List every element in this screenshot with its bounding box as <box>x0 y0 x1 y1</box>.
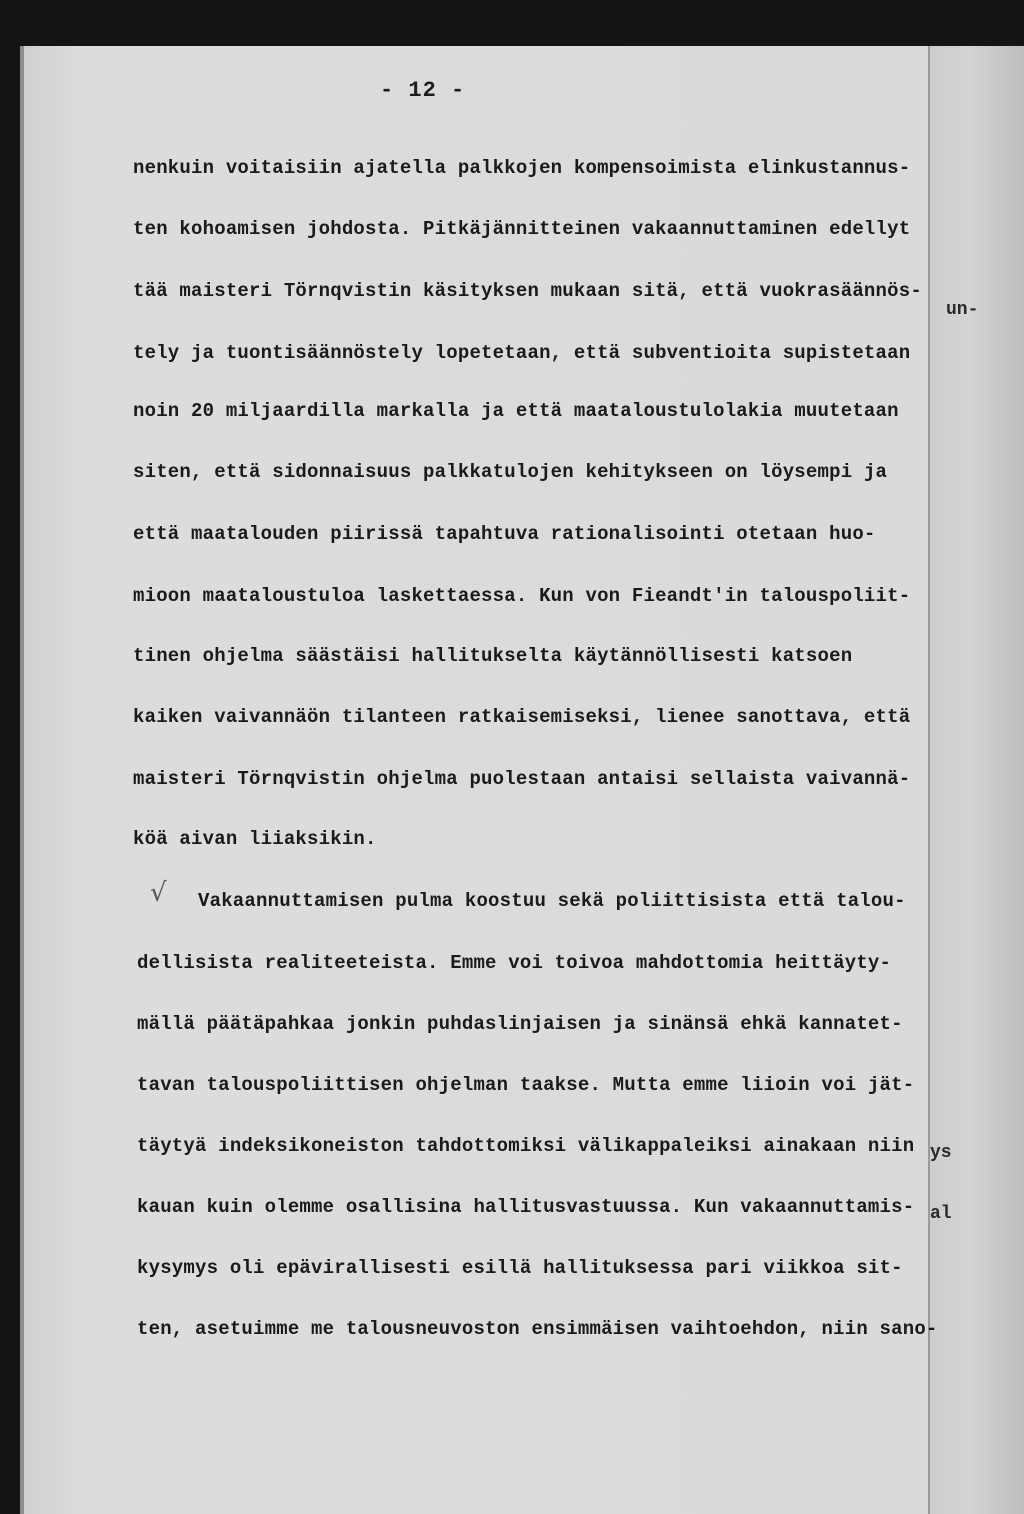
paper-left-edge <box>20 46 24 1514</box>
handwritten-check-mark: √ <box>150 878 167 908</box>
page-number: - 12 - <box>380 78 466 103</box>
text-line: mällä päätäpahkaa jonkin puhdaslinjaisen ja sinänsä ehkä kannatet- <box>137 1013 903 1035</box>
text-line: Vakaannuttamisen pulma koostuu sekä poliittisista että talou- <box>198 890 906 912</box>
text-line: tinen ohjelma säästäisi hallitukselta käytännöllisesti katsoen <box>133 645 853 667</box>
next-page-margin-fragment: un- <box>946 300 979 320</box>
text-line: noin 20 miljaardilla markalla ja että maataloustulolakia muutetaan <box>133 400 899 422</box>
next-page-margin-fragment: al <box>930 1204 952 1224</box>
scan-top-border <box>0 0 1024 46</box>
text-line: kaiken vaivannäön tilanteen ratkaisemiseksi, lienee sanottava, että <box>133 706 911 728</box>
text-line: että maatalouden piirissä tapahtuva rationalisointi otetaan huo- <box>133 523 876 545</box>
text-line: mioon maataloustuloa laskettaessa. Kun von Fieandt'in talouspoliit- <box>133 585 911 607</box>
text-line: nenkuin voitaisiin ajatella palkkojen kompensoimista elinkustannus- <box>133 157 911 179</box>
text-line: tää maisteri Törnqvistin käsityksen mukaan sitä, että vuokrasäännös- <box>133 280 922 302</box>
text-line: maisteri Törnqvistin ohjelma puolestaan antaisi sellaista vaivannä- <box>133 768 911 790</box>
text-line: ten kohoamisen johdosta. Pitkäjännitteinen vakaannuttaminen edellyt <box>133 218 911 240</box>
text-line: köä aivan liiaksikin. <box>133 828 377 850</box>
text-line: kysymys oli epävirallisesti esillä hallituksessa pari viikkoa sit- <box>137 1257 903 1279</box>
text-line: dellisista realiteeteista. Emme voi toivoa mahdottomia heittäyty- <box>137 952 892 974</box>
text-line: siten, että sidonnaisuus palkkatulojen kehitykseen on löysempi ja <box>133 461 888 483</box>
next-page-margin-fragment: ys <box>930 1143 952 1163</box>
text-line: kauan kuin olemme osallisina hallitusvastuussa. Kun vakaannuttamis- <box>137 1196 915 1218</box>
text-line: ten, asetuimme me talousneuvoston ensimmäisen vaihtoehdon, niin sano- <box>137 1318 938 1340</box>
next-page-edge <box>928 46 1024 1514</box>
text-line: tavan talouspoliittisen ohjelman taakse. Mutta emme liioin voi jät- <box>137 1074 915 1096</box>
text-line: täytyä indeksikoneiston tahdottomiksi välikappaleiksi ainakaan niin <box>137 1135 915 1157</box>
text-line: tely ja tuontisäännöstely lopetetaan, että subventioita supistetaan <box>133 342 911 364</box>
